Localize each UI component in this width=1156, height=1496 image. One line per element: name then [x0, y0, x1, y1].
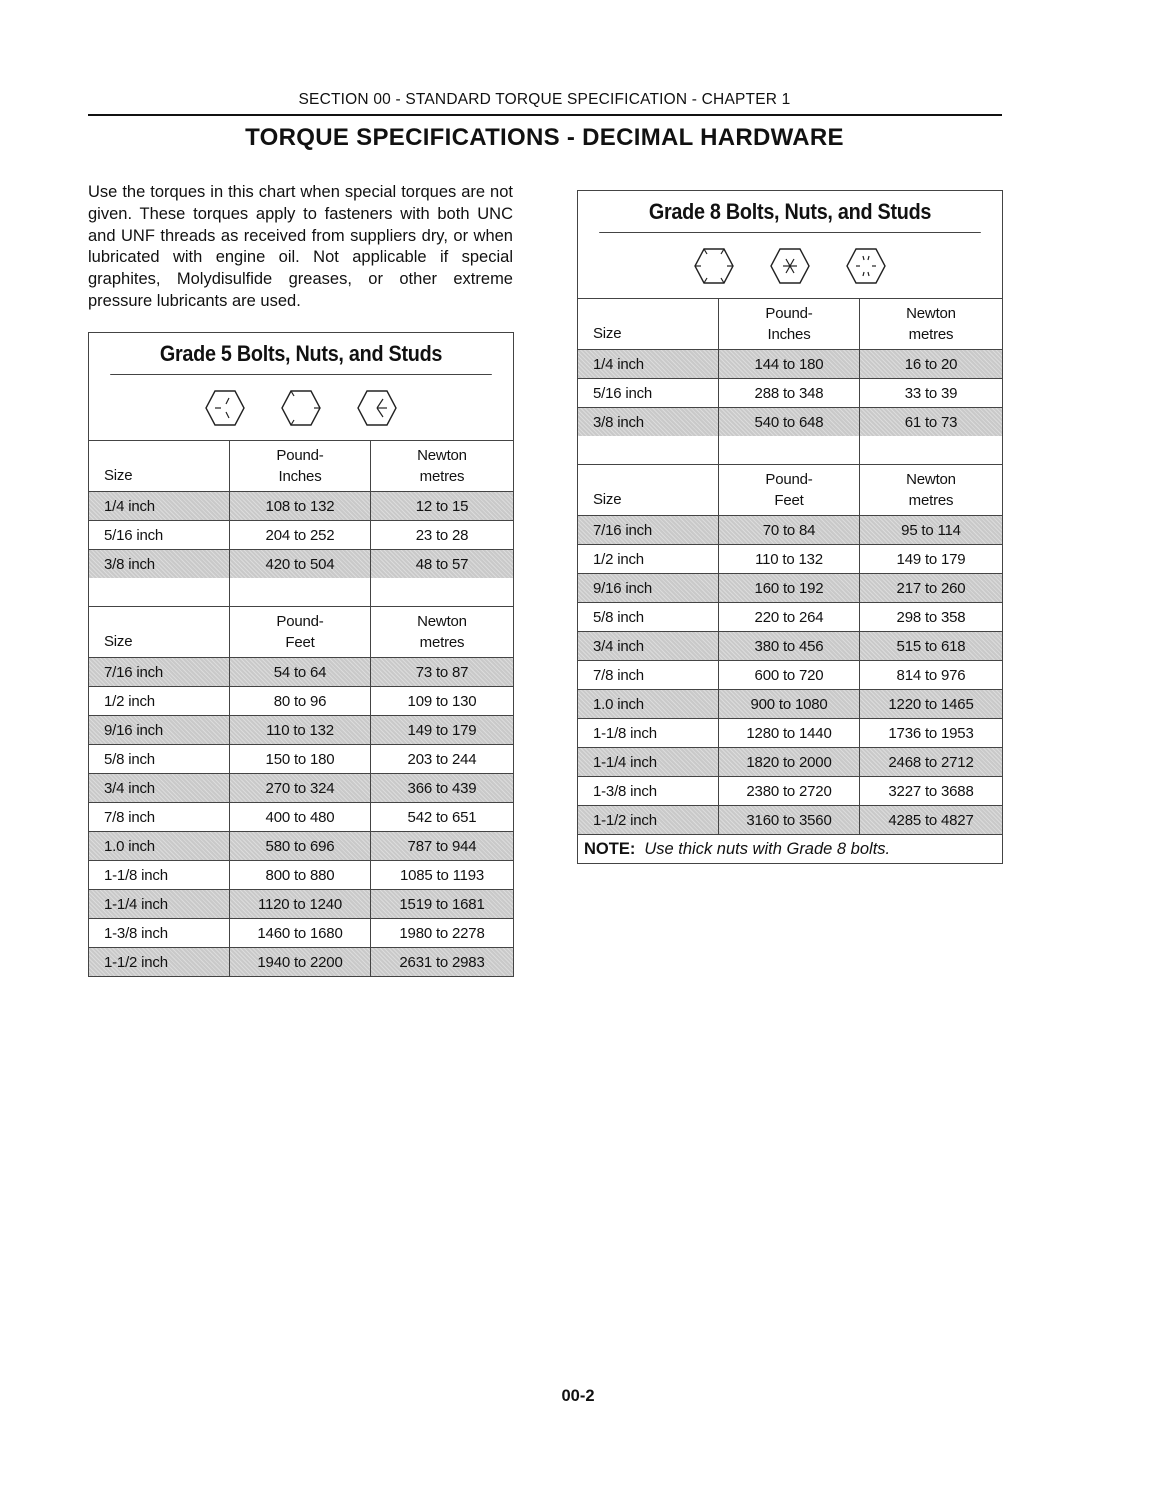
pound-value-cell: 1940 to 2200: [230, 948, 371, 976]
table-row: [89, 658, 513, 687]
page-number: 00-2: [561, 1387, 595, 1405]
pound-value-cell: 160 to 192: [719, 574, 860, 602]
hex-head-marking-y-icon: [357, 390, 397, 426]
size-cell: 1-1/8 inch: [89, 861, 230, 889]
size-header: Size: [89, 607, 230, 657]
pound-value-cell: 54 to 64: [230, 658, 371, 686]
pound-value-cell: 70 to 84: [719, 516, 860, 544]
grade8-spacer-row: [578, 436, 1002, 465]
newton-value-cell: 515 to 618: [896, 637, 966, 655]
pound-value-cell: 220 to 264: [719, 603, 860, 631]
newton-value-cell: 61 to 73: [904, 413, 958, 431]
grade8-feet-header-row: [578, 465, 1002, 516]
size-cell: 1.0 inch: [578, 690, 719, 718]
pound-value-cell: 144 to 180: [719, 350, 860, 378]
spacer-cell: [719, 436, 860, 464]
newton-value-cell: 4285 to 4827: [888, 811, 974, 829]
size-cell: 5/16 inch: [578, 379, 719, 407]
size-cell: 3/4 inch: [578, 632, 719, 660]
pound-value-cell: 2380 to 2720: [719, 777, 860, 805]
table-row: [89, 492, 513, 521]
grade8-table: [577, 190, 1003, 864]
table-row: [578, 777, 1002, 806]
newton-value-cell: 2468 to 2712: [888, 753, 974, 771]
intro-paragraph: Use the torques in this chart when special torques are not given. These torques apply to fasteners with both UNC and UNF threads as received from suppliers dry, or when lubricated with engine oil. Not applicable if special graphites, Molydisulfide greases, or other extreme pressure lubricants are used.: [88, 183, 513, 310]
spacer-cell: [230, 578, 371, 606]
newton-value-cell: 33 to 39: [904, 384, 958, 402]
pound-value-cell: 204 to 252: [230, 521, 371, 549]
size-cell: 5/8 inch: [89, 745, 230, 773]
table-row: [89, 521, 513, 550]
grade8-title: Grade 8 Bolts, Nuts, and Studs: [599, 191, 981, 233]
table-row: [89, 803, 513, 832]
table-row: [578, 574, 1002, 603]
page-title: TORQUE SPECIFICATIONS - DECIMAL HARDWARE: [245, 124, 844, 151]
table-row: [578, 748, 1002, 777]
table-row: [578, 806, 1002, 834]
grade5-feet-header-row: [89, 607, 513, 658]
newton-value-cell: 217 to 260: [896, 579, 966, 597]
pound-value-cell: 900 to 1080: [719, 690, 860, 718]
table-row: [578, 408, 1002, 436]
grade5-table: [88, 332, 514, 977]
spacer-cell: [578, 436, 719, 464]
pound-value-cell: 420 to 504: [230, 550, 371, 578]
pound-value-cell: 270 to 324: [230, 774, 371, 802]
hex-head-marking-three-edge-icon: [281, 390, 321, 426]
size-cell: 3/8 inch: [578, 408, 719, 436]
size-cell: 1-1/4 inch: [578, 748, 719, 776]
newton-value-cell: 298 to 358: [896, 608, 966, 626]
newton-value-cell: 1085 to 1193: [399, 866, 485, 884]
table-row: [89, 832, 513, 861]
newton-metres-header: [860, 299, 1002, 349]
newton-value-cell: 149 to 179: [407, 721, 477, 739]
newton-value-cell: 366 to 439: [407, 779, 477, 797]
section-header: SECTION 00 - STANDARD TORQUE SPECIFICATION - CHAPTER 1: [298, 91, 791, 108]
newton-value-cell: 23 to 28: [415, 526, 469, 544]
grade5-spacer-row: [89, 578, 513, 607]
grade8-inch-header-row: [578, 299, 1002, 350]
newton-metres-header: [371, 607, 513, 657]
newton-header-line1: Newton: [417, 613, 467, 630]
size-header: Size: [89, 441, 230, 491]
size-cell: 7/16 inch: [89, 658, 230, 686]
grade8-note: [578, 834, 1002, 863]
pound-header-line2: Inches: [767, 326, 811, 343]
header-rule: [88, 114, 1002, 116]
size-cell: 1-3/8 inch: [89, 919, 230, 947]
pound-header-line1: Pound-: [276, 447, 324, 464]
newton-value-cell: 2631 to 2983: [399, 953, 485, 971]
newton-value-cell: 1736 to 1953: [888, 724, 974, 742]
table-row: [89, 687, 513, 716]
newton-header-line2: metres: [419, 634, 465, 651]
size-cell: 1/4 inch: [89, 492, 230, 520]
pound-header-line2: Inches: [278, 468, 322, 485]
hex-head-marking-six-edge-icon: [694, 248, 734, 284]
grade5-title: Grade 5 Bolts, Nuts, and Studs: [110, 333, 492, 375]
hex-head-marking-three-radial-icon: [205, 390, 245, 426]
table-row: [89, 745, 513, 774]
table-row: [89, 774, 513, 803]
newton-value-cell: 542 to 651: [407, 808, 477, 826]
pound-value-cell: 110 to 132: [719, 545, 860, 573]
newton-metres-header: [371, 441, 513, 491]
table-row: [89, 948, 513, 976]
newton-value-cell: 814 to 976: [896, 666, 966, 684]
pound-inches-header: [230, 441, 371, 491]
size-cell: 7/8 inch: [578, 661, 719, 689]
size-cell: 1-1/2 inch: [578, 806, 719, 834]
grade5-inch-header-row: [89, 441, 513, 492]
spacer-cell: [371, 578, 513, 606]
size-cell: 3/4 inch: [89, 774, 230, 802]
table-row: [89, 716, 513, 745]
newton-value-cell: 1220 to 1465: [888, 695, 974, 713]
newton-value-cell: 95 to 114: [901, 521, 961, 539]
newton-header-line2: metres: [419, 468, 465, 485]
size-header: Size: [578, 299, 719, 349]
table-row: [578, 690, 1002, 719]
size-cell: 1/4 inch: [578, 350, 719, 378]
pound-value-cell: 150 to 180: [230, 745, 371, 773]
size-cell: 9/16 inch: [578, 574, 719, 602]
newton-value-cell: 16 to 20: [904, 355, 958, 373]
pound-header-line1: Pound-: [765, 305, 813, 322]
pound-value-cell: 540 to 648: [719, 408, 860, 436]
pound-value-cell: 80 to 96: [230, 687, 371, 715]
hex-head-marking-six-radial-icon: [846, 248, 886, 284]
newton-value-cell: 149 to 179: [896, 550, 966, 568]
pound-header-line2: Feet: [774, 492, 804, 509]
size-cell: 7/8 inch: [89, 803, 230, 831]
pound-header-line1: Pound-: [276, 613, 324, 630]
table-row: [578, 632, 1002, 661]
pound-value-cell: 108 to 132: [230, 492, 371, 520]
pound-value-cell: 580 to 696: [230, 832, 371, 860]
newton-value-cell: 1980 to 2278: [399, 924, 485, 942]
size-cell: 1.0 inch: [89, 832, 230, 860]
newton-metres-header: [860, 465, 1002, 515]
size-header: Size: [578, 465, 719, 515]
table-row: [578, 350, 1002, 379]
pound-value-cell: 380 to 456: [719, 632, 860, 660]
newton-header-line2: metres: [908, 326, 954, 343]
table-row: [89, 919, 513, 948]
size-cell: 9/16 inch: [89, 716, 230, 744]
note-label: NOTE:: [584, 839, 636, 858]
newton-value-cell: 3227 to 3688: [888, 782, 974, 800]
table-row: [578, 603, 1002, 632]
size-cell: 5/16 inch: [89, 521, 230, 549]
newton-value-cell: 73 to 87: [415, 663, 469, 681]
table-row: [578, 661, 1002, 690]
table-row: [578, 516, 1002, 545]
grade5-head-markings: [89, 375, 513, 441]
pound-value-cell: 600 to 720: [719, 661, 860, 689]
newton-header-line1: Newton: [906, 471, 956, 488]
size-cell: 1-1/8 inch: [578, 719, 719, 747]
table-row: [578, 719, 1002, 748]
newton-header-line1: Newton: [417, 447, 467, 464]
pound-value-cell: 110 to 132: [230, 716, 371, 744]
pound-value-cell: 1460 to 1680: [230, 919, 371, 947]
pound-value-cell: 1820 to 2000: [719, 748, 860, 776]
pound-value-cell: 3160 to 3560: [719, 806, 860, 834]
pound-inches-header: [719, 299, 860, 349]
pound-feet-header: [230, 607, 371, 657]
newton-value-cell: 12 to 15: [415, 497, 469, 515]
table-row: [578, 545, 1002, 574]
pound-feet-header: [719, 465, 860, 515]
newton-value-cell: 109 to 130: [407, 692, 477, 710]
newton-value-cell: 787 to 944: [407, 837, 477, 855]
hex-head-marking-asterisk-icon: [770, 248, 810, 284]
newton-header-line2: metres: [908, 492, 954, 509]
pound-value-cell: 400 to 480: [230, 803, 371, 831]
table-row: [89, 890, 513, 919]
pound-header-line2: Feet: [285, 634, 315, 651]
size-cell: 1-3/8 inch: [578, 777, 719, 805]
table-row: [89, 550, 513, 578]
newton-value-cell: 48 to 57: [415, 555, 469, 573]
size-cell: 1-1/2 inch: [89, 948, 230, 976]
spacer-cell: [89, 578, 230, 606]
newton-value-cell: 203 to 244: [407, 750, 477, 768]
table-row: [578, 379, 1002, 408]
size-cell: 1/2 inch: [578, 545, 719, 573]
pound-value-cell: 800 to 880: [230, 861, 371, 889]
table-row: [89, 861, 513, 890]
pound-value-cell: 1280 to 1440: [719, 719, 860, 747]
newton-header-line1: Newton: [906, 305, 956, 322]
spacer-cell: [860, 436, 1002, 464]
size-cell: 1/2 inch: [89, 687, 230, 715]
size-cell: 3/8 inch: [89, 550, 230, 578]
pound-value-cell: 1120 to 1240: [230, 890, 371, 918]
grade8-head-markings: [578, 233, 1002, 299]
size-cell: 7/16 inch: [578, 516, 719, 544]
pound-header-line1: Pound-: [765, 471, 813, 488]
size-cell: 1-1/4 inch: [89, 890, 230, 918]
size-cell: 5/8 inch: [578, 603, 719, 631]
newton-value-cell: 1519 to 1681: [399, 895, 485, 913]
note-text: Use thick nuts with Grade 8 bolts.: [644, 839, 891, 858]
pound-value-cell: 288 to 348: [719, 379, 860, 407]
